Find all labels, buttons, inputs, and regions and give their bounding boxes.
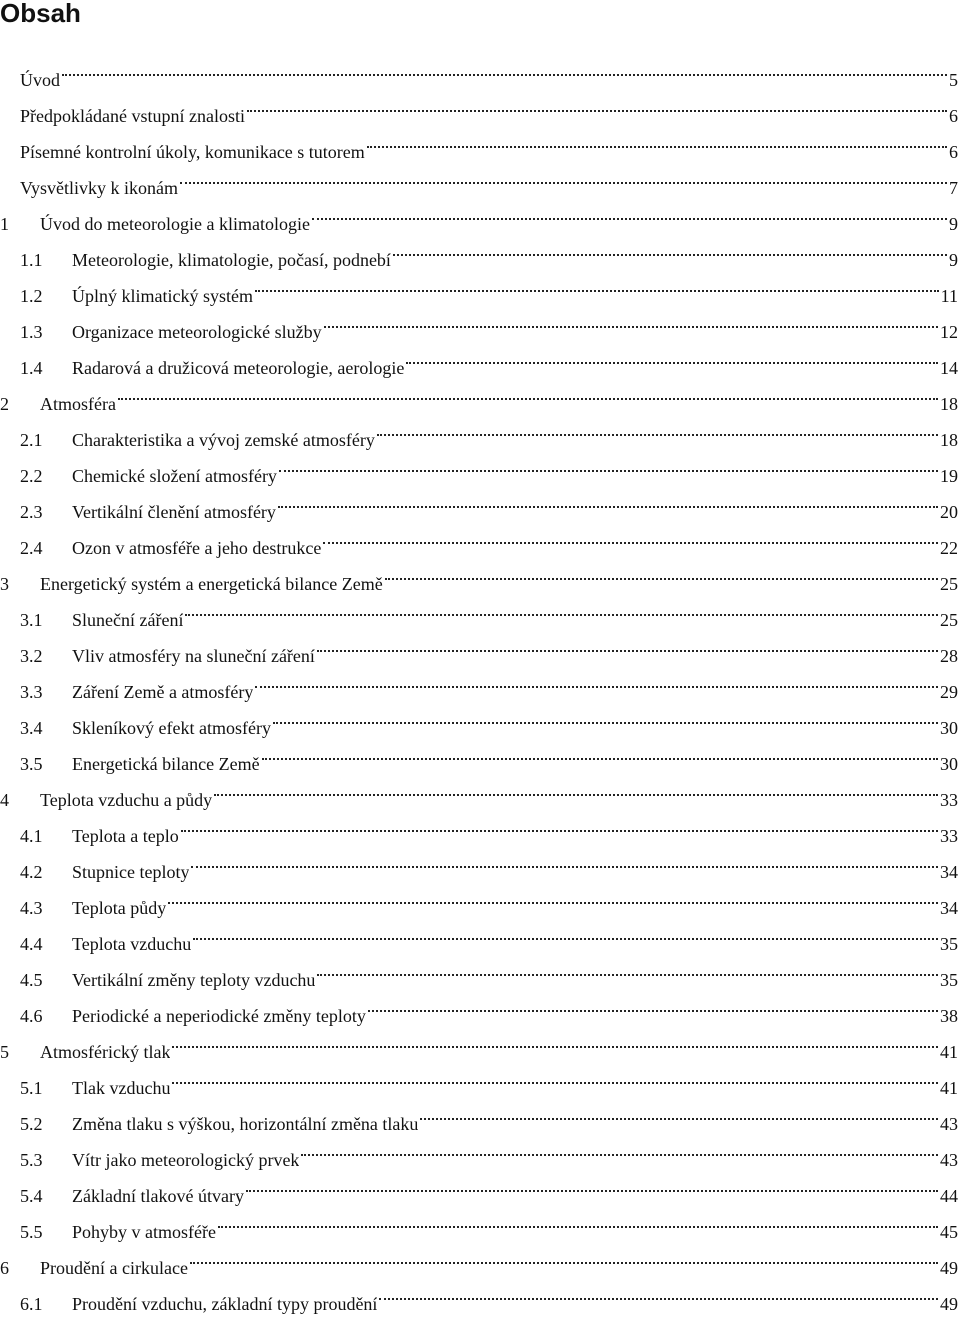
toc-entry[interactable] <box>0 86 958 126</box>
toc-dot-leader <box>191 842 938 878</box>
toc-dot-leader <box>214 770 938 806</box>
toc-entry-number: 1.2 <box>20 286 43 306</box>
toc-dot-leader <box>172 1022 938 1058</box>
toc-entry-number: 2 <box>0 394 9 414</box>
page-title: Obsah <box>0 0 81 28</box>
toc-entry[interactable] <box>0 50 958 90</box>
toc-dot-leader <box>368 986 938 1022</box>
toc-dot-leader <box>181 806 938 842</box>
toc-entry-number: 5.1 <box>20 1078 43 1098</box>
toc-entry-page: 44 <box>940 1186 958 1206</box>
toc-entry-number: 5.4 <box>20 1186 43 1206</box>
toc-dot-leader <box>172 1058 938 1094</box>
toc-dot-leader <box>247 86 947 122</box>
toc-entry[interactable] <box>0 374 958 414</box>
toc-entry-title: Pohyby v atmosféře <box>72 1222 216 1242</box>
toc-entry-title: Organizace meteorologické služby <box>72 322 322 342</box>
toc-entry-number: 6.1 <box>20 1294 43 1314</box>
toc-dot-leader <box>246 1166 938 1202</box>
toc-entry-title: Záření Země a atmosféry <box>72 682 254 702</box>
toc-dot-leader <box>301 1130 938 1166</box>
toc-dot-leader <box>118 374 938 410</box>
toc-entry-page: 38 <box>940 1006 958 1026</box>
toc-entry-page: 41 <box>940 1078 958 1098</box>
toc-entry-number: 4.3 <box>20 898 43 918</box>
toc-entry-page: 20 <box>940 502 958 522</box>
toc-entry-number: 6 <box>0 1258 9 1278</box>
toc-entry-number: 5.5 <box>20 1222 43 1242</box>
toc-entry-title: Vliv atmosféry na sluneční záření <box>72 646 315 666</box>
toc-entry-number: 3 <box>0 574 9 594</box>
toc-entry-page: 33 <box>940 826 958 846</box>
toc-entry-number: 1.1 <box>20 250 43 270</box>
toc-entry-title: Teplota vzduchu a půdy <box>40 790 213 810</box>
toc-dot-leader <box>262 734 938 770</box>
toc-entry-number: 3.3 <box>20 682 43 702</box>
toc-entry-page: 30 <box>940 754 958 774</box>
toc-entry-number: 4.2 <box>20 862 43 882</box>
toc-entry-page: 34 <box>940 898 958 918</box>
toc-entry-page: 35 <box>940 970 958 990</box>
toc-entry-page: 5 <box>949 70 958 90</box>
toc-entry-number: 4.4 <box>20 934 43 954</box>
toc-entry-title: Meteorologie, klimatologie, počasí, podnebí <box>72 250 391 270</box>
toc-dot-leader <box>385 554 938 590</box>
toc-entry-title: Energetická bilance Země <box>72 754 260 774</box>
toc-entry-title: Teplota vzduchu <box>72 934 192 954</box>
toc-entry-title: Základní tlakové útvary <box>72 1186 244 1206</box>
toc-entry-page: 18 <box>940 394 958 414</box>
toc-entry-title: Teplota půdy <box>72 898 167 918</box>
toc-entry-page: 7 <box>949 178 958 198</box>
toc-entry-number: 2.2 <box>20 466 43 486</box>
toc-entry-page: 45 <box>940 1222 958 1242</box>
toc-entry-number: 5.2 <box>20 1114 43 1134</box>
toc-entry-title: Radarová a družicová meteorologie, aerologie <box>72 358 405 378</box>
toc-entry-number: 4 <box>0 790 9 810</box>
toc-entry-title: Proudění vzduchu, základní typy proudění <box>72 1294 378 1314</box>
toc-entry-number: 1.4 <box>20 358 43 378</box>
toc-entry-title: Proudění a cirkulace <box>40 1258 188 1278</box>
toc-entry-title: Změna tlaku s výškou, horizontální změna tlaku <box>72 1114 419 1134</box>
toc-entry-page: 11 <box>940 286 958 306</box>
toc-dot-leader <box>420 1094 938 1130</box>
toc-dot-leader <box>379 1274 938 1310</box>
toc-entry-page: 9 <box>949 250 958 270</box>
toc-dot-leader <box>185 590 938 626</box>
toc-entry-number: 4.5 <box>20 970 43 990</box>
toc-entry-page: 43 <box>940 1150 958 1170</box>
table-of-contents <box>0 50 958 1314</box>
toc-entry-title: Předpokládané vstupní znalosti <box>20 106 245 126</box>
toc-entry-number: 3.4 <box>20 718 43 738</box>
toc-entry-page: 33 <box>940 790 958 810</box>
toc-entry-title: Chemické složení atmosféry <box>72 466 277 486</box>
toc-entry[interactable] <box>0 410 958 450</box>
toc-entry-number: 3.5 <box>20 754 43 774</box>
toc-entry-title: Úvod do meteorologie a klimatologie <box>40 214 310 234</box>
toc-entry-page: 34 <box>940 862 958 882</box>
toc-entry-title: Vítr jako meteorologický prvek <box>72 1150 300 1170</box>
toc-dot-leader <box>377 410 938 446</box>
toc-entry-title: Úplný klimatický systém <box>72 286 253 306</box>
toc-entry-title: Stupnice teploty <box>72 862 190 882</box>
toc-entry-title: Písemné kontrolní úkoly, komunikace s tutorem <box>20 142 365 162</box>
toc-entry-page: 30 <box>940 718 958 738</box>
toc-dot-leader <box>317 626 938 662</box>
toc-dot-leader <box>168 878 938 914</box>
toc-entry-page: 6 <box>949 106 958 126</box>
toc-entry-title: Úvod <box>20 70 60 90</box>
toc-dot-leader <box>62 50 947 86</box>
toc-entry-number: 2.3 <box>20 502 43 522</box>
toc-entry-title: Sluneční záření <box>72 610 184 630</box>
toc-entry-number: 3.2 <box>20 646 43 666</box>
toc-dot-leader <box>367 122 947 158</box>
toc-entry-number: 5.3 <box>20 1150 43 1170</box>
toc-entry-page: 49 <box>940 1258 958 1278</box>
toc-entry-number: 1.3 <box>20 322 43 342</box>
toc-entry-number: 3.1 <box>20 610 43 630</box>
toc-entry-page: 25 <box>940 610 958 630</box>
toc-entry-number: 4.6 <box>20 1006 43 1026</box>
toc-entry-title: Vysvětlivky k ikonám <box>20 178 178 198</box>
toc-dot-leader <box>279 446 938 482</box>
toc-entry-page: 6 <box>949 142 958 162</box>
toc-dot-leader <box>193 914 938 950</box>
toc-dot-leader <box>255 266 939 302</box>
toc-entry-number: 4.1 <box>20 826 43 846</box>
toc-entry-title: Energetický systém a energetická bilance Země <box>40 574 383 594</box>
toc-entry-title: Periodické a neperiodické změny teploty <box>72 1006 366 1026</box>
toc-entry-page: 25 <box>940 574 958 594</box>
toc-entry-title: Skleníkový efekt atmosféry <box>72 718 271 738</box>
toc-entry-title: Vertikální členění atmosféry <box>72 502 276 522</box>
toc-entry-title: Teplota a teplo <box>72 826 179 846</box>
toc-entry-page: 22 <box>940 538 958 558</box>
toc-entry-page: 12 <box>940 322 958 342</box>
toc-entry-page: 41 <box>940 1042 958 1062</box>
toc-entry-number: 2.1 <box>20 430 43 450</box>
toc-entry-number: 1 <box>0 214 9 234</box>
toc-entry-title: Tlak vzduchu <box>72 1078 171 1098</box>
toc-entry-page: 18 <box>940 430 958 450</box>
toc-entry-page: 49 <box>940 1294 958 1314</box>
toc-dot-leader <box>278 482 938 518</box>
toc-entry-page: 14 <box>940 358 958 378</box>
toc-entry-title: Ozon v atmosféře a jeho destrukce <box>72 538 322 558</box>
toc-entry-page: 29 <box>940 682 958 702</box>
toc-dot-leader <box>190 1238 938 1274</box>
toc-dot-leader <box>317 950 938 986</box>
toc-entry-number: 2.4 <box>20 538 43 558</box>
toc-entry-number: 5 <box>0 1042 9 1062</box>
toc-dot-leader <box>312 194 947 230</box>
toc-entry-title: Atmosférický tlak <box>40 1042 171 1062</box>
toc-dot-leader <box>180 158 947 194</box>
toc-entry-title: Charakteristika a vývoj zemské atmosféry <box>72 430 375 450</box>
toc-dot-leader <box>323 518 938 554</box>
toc-entry-title: Atmosféra <box>40 394 116 414</box>
toc-entry-page: 19 <box>940 466 958 486</box>
toc-dot-leader <box>406 338 938 374</box>
toc-entry-page: 28 <box>940 646 958 666</box>
toc-entry-title: Vertikální změny teploty vzduchu <box>72 970 316 990</box>
toc-dot-leader <box>218 1202 938 1238</box>
toc-entry-page: 9 <box>949 214 958 234</box>
toc-dot-leader <box>255 662 938 698</box>
toc-dot-leader <box>273 698 938 734</box>
toc-dot-leader <box>324 302 938 338</box>
toc-entry-page: 35 <box>940 934 958 954</box>
toc-entry-page: 43 <box>940 1114 958 1134</box>
toc-dot-leader <box>393 230 947 266</box>
